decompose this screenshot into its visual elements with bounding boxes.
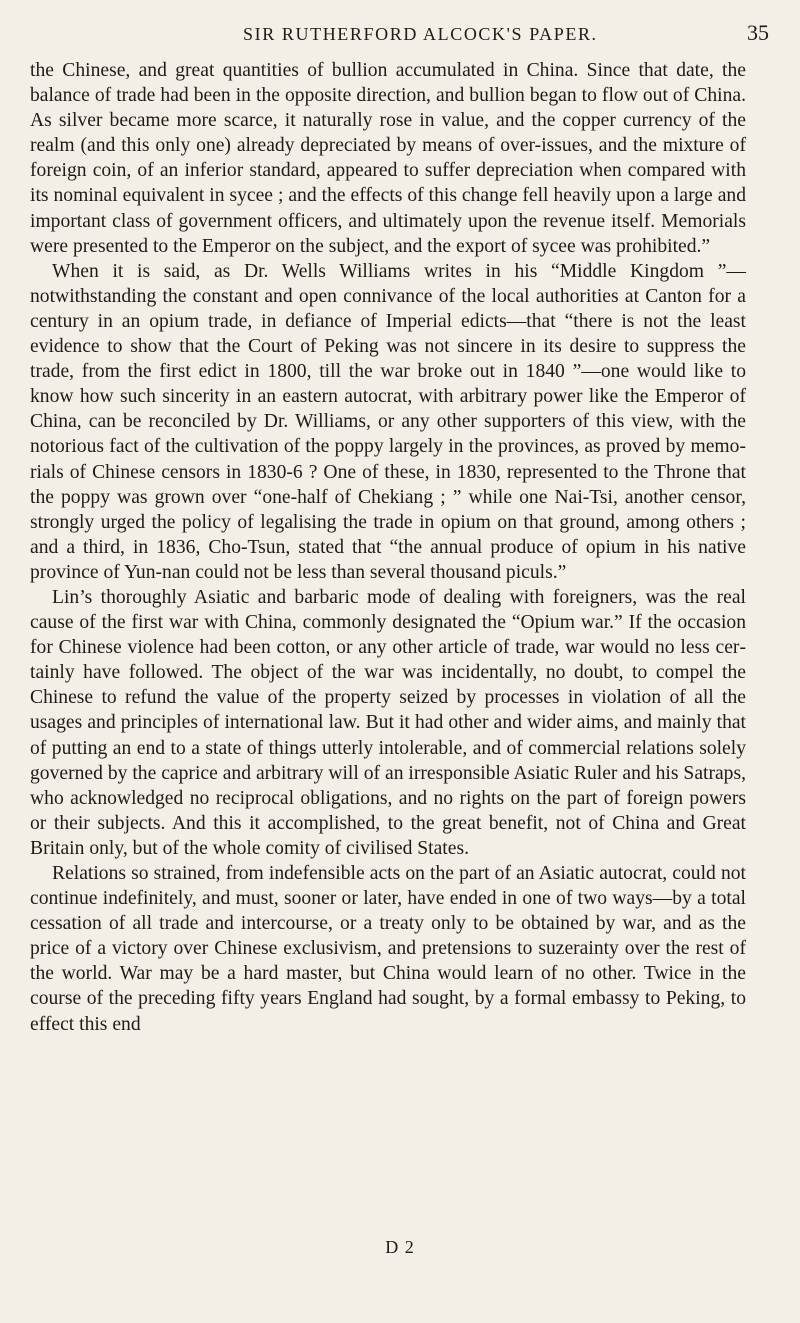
page-header <box>243 16 769 56</box>
signature-mark: D 2 <box>385 1237 415 1257</box>
paragraph-2: When it is said, as Dr. Wells Williams writes in his “Middle Kingdom ”—notwithstanding the constant and open connivance of the local authorities at Canton for a century in an opium trade, in defiance of Imperial edicts—that “there is not the least evidence to show that the Court of Peking was not sincere in its desire to suppress the trade, from the first edict in 1800, till the war broke out in 1840 ”—one would like to know how such sincerity in an eastern autocrat, with arbitrary power like the Emperor of China, can be reconciled by Dr. Williams, or any other supporters of this view, with the notorious fact of the cultivation of the poppy largely in the provinces, as proved by memorials of Chinese censors in 1830-6 ? One of these, in 1830, represented to the Throne that the poppy was grown over “one-half of Chekiang ; ” while one Nai-Tsi, another censor, strongly urged the policy of legalising the trade in opium on that ground, among others ; and a third, in 1836, Cho-Tsun, stated that “the annual produce of opium in his native province of Yun-nan could not be less than several thousand piculs.” <box>30 260 746 583</box>
paragraph-1: the Chinese, and great quantities of bullion accumulated in China. Since that date, the balance of trade had been in the opposite direction, and bullion began to flow out of China. As silver became more scarce, it naturally rose in value, and the copper currency of the realm (and this only one) already depreciated by means of over-issues, and the mixture of foreign coin, of an inferior standard, appeared to suffer depreciation when compared with its nominal equivalent in sycee ; and the effects of this change fell heavily upon a large and important class of government officers, and ultimately upon the revenue itself. Memorials were presented to the Emperor on the subject, and the export of sycee was prohibited.” <box>30 60 746 257</box>
running-head: SIR RUTHERFORD ALCOCK'S PAPER. <box>243 24 598 44</box>
paragraph-4: Relations so strained, from indefensible acts on the part of an Asiatic autocrat, could not continue indefinitely, and must, sooner or later, have ended in one of two ways—by a total cessation of all trade and intercourse, or a treaty only to be obtained by war, and as the price of a victory over Chinese exclusivism, and pretensions to suzerainty over the rest of the world. War may be a hard master, but China would learn of no other. Twice in the course of the preceding fifty years England had sought, by a formal embassy to Peking, to effect this end <box>30 863 746 1035</box>
body-text <box>30 58 746 1037</box>
paragraph-3: Lin’s thoroughly Asiatic and barbaric mode of dealing with foreigners, was the real cause of the first war with China, commonly designated the “Opium war.” If the occasion for Chinese violence had been cotton, or any other article of trade, war would no less certainly have followed. The object of the war was incidentally, no doubt, to compel the Chinese to refund the value of the property seized by processes in violation of all the usages and principles of international law. But it had other and wider aims, and mainly that of putting an end to a state of things utterly intolerable, and of commercial relations solely governed by the caprice and arbitrary will of an irresponsible Asiatic Ruler and his Satraps, who acknowledged no reciprocal obligations, and no rights on the part of foreign powers or their subjects. And this it accomplished, to the great benefit, not of China and Great Britain only, but of the whole comity of civilised States. <box>30 586 746 859</box>
page-number: 35 <box>747 20 769 45</box>
